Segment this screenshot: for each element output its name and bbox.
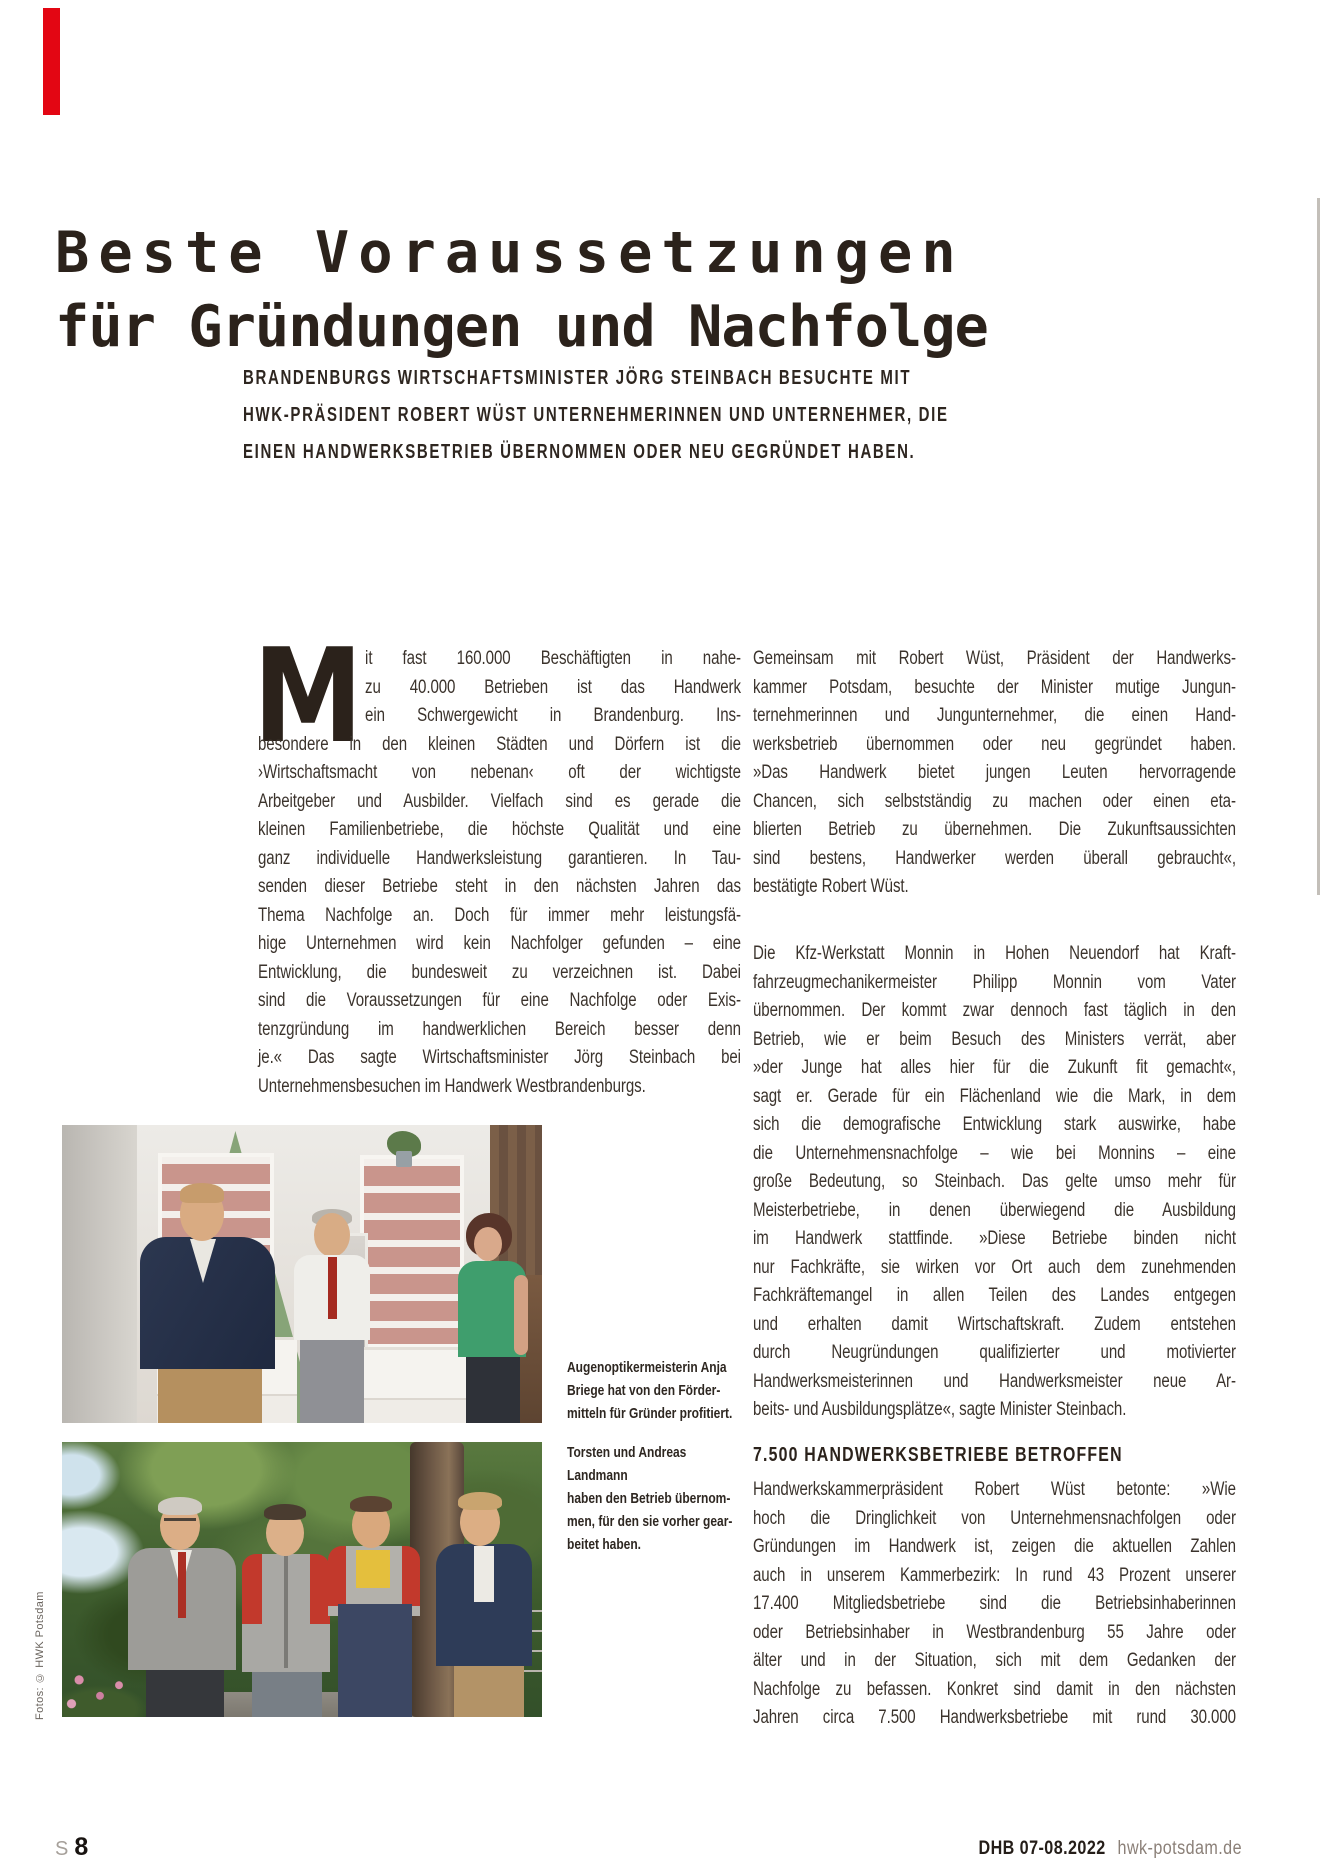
text-line: durch Neugründungen qualifizierter und motivierter xyxy=(753,1342,1236,1363)
text-line: sagt er. Gerade für ein Flächenland wie die Mark, in dem xyxy=(753,1085,1236,1107)
drop-cap: M xyxy=(253,620,363,772)
photo-caption-2 xyxy=(567,1441,739,1556)
text-line: zu 40.000 Betrieben ist das Handwerk xyxy=(365,676,741,698)
text-line: Fachkräftemangel in allen Teilen des Landes entgegen xyxy=(753,1285,1236,1306)
text-line: sind bestens, Handwerker werden überall gebraucht«, xyxy=(753,847,1236,869)
text-line: sind die Voraussetzungen für eine Nachfolge oder Exis- xyxy=(258,990,741,1011)
text-line: Meisterbetriebe, in denen überwiegend die Ausbildung xyxy=(753,1199,1236,1221)
caption-line: men, für den sie vorher gear- xyxy=(567,1513,733,1530)
text-line: senden dieser Betriebe steht in den nächsten Jahren das xyxy=(258,876,741,897)
caption-line: beitet haben. xyxy=(567,1536,642,1553)
text-line: je.« Das sagte Wirtschaftsminister Jörg Steinbach bei xyxy=(258,1047,741,1068)
page-number xyxy=(55,1833,88,1862)
text-line: auch in unserem Kammerbezirk: In rund 43 Prozent unserer xyxy=(753,1564,1236,1586)
text-line: »der Junge hat alles hier für die Zukunft fit gemacht«, xyxy=(753,1057,1236,1078)
text-line: hoch die Dringlichkeit von Unternehmensnachfolgen oder xyxy=(753,1507,1236,1529)
craftsman-1-trousers xyxy=(252,1672,322,1717)
president-figure-red-tie xyxy=(328,1257,337,1319)
website-label: hwk-potsdam.de xyxy=(1117,1838,1242,1859)
text-line: Gründungen im Handwerk ist, zeigen die aktuellen Zahlen xyxy=(753,1536,1236,1557)
craftsman-2-yellow-shirt xyxy=(356,1550,390,1588)
text-line: tenzgründung im handwerklichen Bereich besser denn xyxy=(258,1018,741,1040)
text-line: ganz individuelle Handwerksleistung garantieren. In Tau- xyxy=(258,847,741,869)
text-line: Chancen, sich selbstständig zu machen oder einen eta- xyxy=(753,790,1236,812)
text-line: werksbetrieb übernommen oder neu gegründet haben. xyxy=(753,733,1236,755)
workjacket-red-panel xyxy=(402,1546,420,1606)
standfirst-line: BRANDENBURGS WIRTSCHAFTSMINISTER JÖRG STEINBACH BESUCHTE MIT xyxy=(243,367,912,389)
caption-line: haben den Betrieb übernom- xyxy=(567,1490,731,1507)
text-line: Thema Nachfolge an. Doch für immer mehr leistungsfä- xyxy=(258,904,741,926)
text-line: blierten Betrieb zu übernehmen. Die Zukunftsaussichten xyxy=(753,819,1236,840)
article-left-column xyxy=(258,645,741,1101)
wall-left xyxy=(62,1125,137,1423)
standfirst-line: HWK-PRÄSIDENT ROBERT WÜST UNTERNEHMERINNEN UND UNTERNEHMER, DIE xyxy=(243,404,949,426)
text-line: Jahren circa 7.500 Handwerksbetriebe mit rund 30.000 xyxy=(753,1707,1236,1728)
optician-figure-arm xyxy=(514,1275,528,1355)
photo-landmann-group-outdoors xyxy=(62,1442,542,1717)
text-line: Die Kfz-Werkstatt Monnin in Hohen Neuendorf hat Kraft- xyxy=(753,943,1236,964)
text-line: Entwicklung, die bundesweit zu verzeichnen ist. Dabei xyxy=(258,961,741,983)
standfirst xyxy=(243,360,1184,471)
craftsman-2-overalls xyxy=(338,1604,412,1717)
workjacket-zip xyxy=(284,1556,288,1668)
text-line: ›Wirtschaftsmacht von nebenan‹ oft der wichtigste xyxy=(258,762,741,783)
text-line: Betrieb, wie er beim Besuch des Ministers verrät, aber xyxy=(753,1028,1236,1050)
text-line: fahrzeugmechanikermeister Philipp Monnin vom Vater xyxy=(753,971,1236,993)
caption-line: Augenoptikermeisterin Anja xyxy=(567,1359,727,1376)
optician-figure-trousers xyxy=(466,1357,520,1423)
article-right-column-paragraph-2 xyxy=(753,940,1236,1425)
page-title xyxy=(55,216,988,364)
text-line: nur Fachkräfte, sie wirken vor Ort auch dem zunehmenden xyxy=(753,1256,1236,1278)
photo-credit: Fotos: © HWK Potsdam xyxy=(34,1591,46,1720)
caption-line: mitteln für Gründer profitiert. xyxy=(567,1405,733,1422)
text-line: Gemeinsam mit Robert Wüst, Präsident der Handwerks- xyxy=(753,648,1236,669)
president-figure-trousers xyxy=(300,1340,364,1423)
text-line: Handwerksmeisterinnen und Handwerksmeister neue Ar- xyxy=(753,1370,1236,1392)
page-edge-line xyxy=(1317,198,1320,895)
text-line: beits- und Ausbildungsplätze«, sagte Minister Steinbach. xyxy=(753,1399,1127,1420)
text-line: ternehmerinnen und Jungunternehmer, die einen Hand- xyxy=(753,705,1236,726)
caption-line: Briege hat von den Förder- xyxy=(567,1382,721,1399)
text-line: übernommen. Der kommt zwar dennoch fast täglich in den xyxy=(753,1000,1236,1021)
eyewear-rows xyxy=(364,1159,460,1344)
eyewear-shelf-right xyxy=(360,1155,464,1348)
optician-figure-face xyxy=(474,1227,502,1261)
president-figure-red-tie xyxy=(178,1552,186,1618)
text-line: und erhalten damit Wirtschaftskraft. Zudem entstehen xyxy=(753,1313,1236,1335)
minister-figure-trousers xyxy=(158,1369,262,1423)
workjacket-red-panel xyxy=(310,1554,330,1624)
text-line: kammer Potsdam, besuchte der Minister mutige Jungun- xyxy=(753,676,1236,698)
headline-line-2: für Gründungen und Nachfolge xyxy=(55,294,988,360)
text-line: oder Betriebsinhaber in Westbrandenburg 55 Jahre oder xyxy=(753,1621,1236,1643)
photo-optician-shop-visit xyxy=(62,1125,542,1423)
text-line: Nachfolge zu befassen. Konkret sind damit in den nächsten xyxy=(753,1678,1236,1700)
issue-label: DHB 07-08.2022 xyxy=(978,1838,1106,1859)
flower-bush xyxy=(62,1664,157,1717)
entrepreneur-figure-chinos xyxy=(454,1666,524,1717)
caption-line: Torsten und Andreas Landmann xyxy=(567,1444,687,1484)
minister-figure-hair xyxy=(180,1183,224,1203)
text-line: it fast 160.000 Beschäftigten in nahe- xyxy=(365,648,741,669)
text-line: 17.400 Mitgliedsbetriebe sind die Betriebsinhaberinnen xyxy=(753,1593,1236,1614)
page-number-label: S xyxy=(55,1838,69,1860)
glasses xyxy=(164,1518,196,1521)
accent-red-bar xyxy=(43,8,60,115)
text-line: älter und in der Situation, sich mit dem Gedanken der xyxy=(753,1650,1236,1671)
article-right-column-paragraph-1 xyxy=(753,645,1236,902)
text-line: bestätigte Robert Wüst. xyxy=(753,876,909,897)
text-line: die Unternehmensnachfolge – wie bei Monnins – eine xyxy=(753,1142,1236,1164)
text-line: hige Unternehmen wird kein Nachfolger gefunden – eine xyxy=(258,933,741,954)
entrepreneur-figure-hair xyxy=(458,1492,502,1510)
president-figure-trousers xyxy=(146,1670,224,1717)
article-right-column-paragraph-3 xyxy=(753,1476,1236,1733)
text-line: große Bedeutung, so Steinbach. Das gelte umso mehr für xyxy=(753,1171,1236,1192)
president-figure-hair xyxy=(158,1497,202,1515)
text-line: Handwerkskammerpräsident Robert Wüst betonte: »Wie xyxy=(753,1479,1236,1500)
workjacket-red-panel xyxy=(328,1546,346,1606)
standfirst-line: EINEN HANDWERKSBETRIEB ÜBERNOMMEN ODER NEU GEGRÜNDET HABEN. xyxy=(243,441,916,463)
section-subheading: 7.500 HANDWERKSBETRIEBE BETROFFEN xyxy=(753,1444,1123,1466)
footer-issue-info xyxy=(979,1838,1243,1860)
page-number-value: 8 xyxy=(74,1833,89,1861)
text-line: sich die demografische Entwicklung stark auswirke, habe xyxy=(753,1114,1236,1135)
text-line: ein Schwergewicht in Brandenburg. Ins- xyxy=(365,705,741,726)
text-line: »Das Handwerk bietet jungen Leuten hervorragende xyxy=(753,762,1236,783)
text-line: besondere in den kleinen Städten und Dörfern ist die xyxy=(258,733,741,755)
photo-caption-1 xyxy=(567,1356,739,1425)
plant-pot xyxy=(396,1151,412,1167)
text-line: im Handwerk stattfinde. »Diese Betriebe binden nicht xyxy=(753,1228,1236,1249)
text-line: Unternehmensbesuchen im Handwerk Westbrandenburgs. xyxy=(258,1075,646,1097)
text-line: Arbeitgeber und Ausbilder. Vielfach sind es gerade die xyxy=(258,790,741,812)
craftsman-1-hair xyxy=(264,1504,306,1520)
president-figure-head xyxy=(314,1213,350,1257)
craftsman-2-hair xyxy=(350,1496,392,1512)
entrepreneur-figure-shirt xyxy=(474,1546,494,1602)
text-line: kleinen Familienbetriebe, die höchste Qualität und eine xyxy=(258,819,741,840)
workjacket-red-panel xyxy=(242,1554,262,1624)
headline-line-1: Beste Voraussetzungen xyxy=(55,220,965,286)
